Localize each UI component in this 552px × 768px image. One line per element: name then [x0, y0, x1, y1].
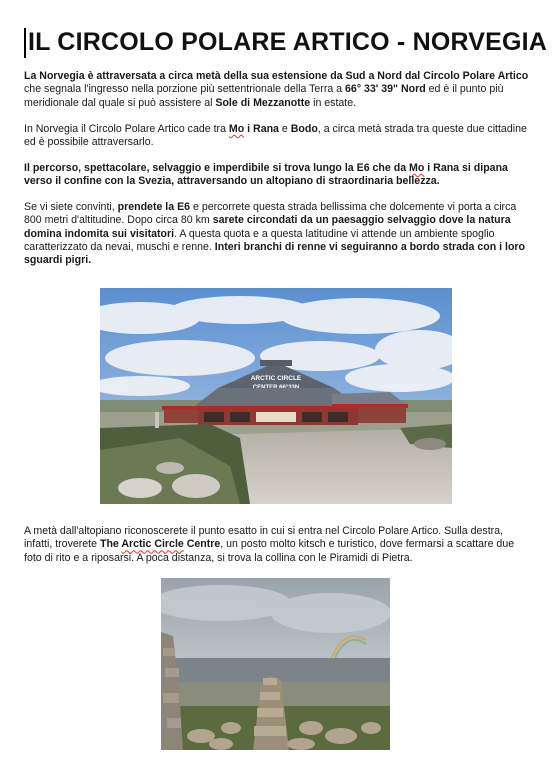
text-cursor [24, 28, 26, 58]
directions-paragraph [24, 201, 529, 267]
spellcheck-word: Mo [228, 123, 245, 135]
bold-text: Sole di Mezzanotte [215, 96, 311, 109]
text: e [278, 123, 291, 135]
arctic-circle-center-photo [100, 288, 452, 504]
bold-text: sarete circondati da un paesaggio selvaggio dove la natura domina indomita sui visitatori [24, 214, 511, 240]
spellcheck-word: Mo [409, 162, 425, 174]
intro-paragraph [24, 70, 529, 110]
text: A metà dall'altopiano riconoscerete il punto esatto in cui si entra nel Circolo Polare Artico. Sulla destra, infatti, troverete [24, 525, 503, 551]
bold-text: i [244, 123, 254, 135]
bold-text: The [99, 538, 122, 551]
route-paragraph [24, 162, 529, 189]
location-paragraph [24, 123, 529, 150]
bold-text: Interi branchi di renne vi seguiranno a bordo strada con i loro sguardi pigri. [24, 240, 526, 267]
bold-text: Bodo [290, 123, 318, 135]
text: in estate. [310, 96, 357, 109]
spellcheck-word: Arctic Circle [121, 538, 184, 551]
arctic-centre-paragraph [24, 525, 529, 565]
text: . A questa quota e a questa latitudine vi attende un ambiente spoglio caratterizzato da nevai, muschi e renne. [24, 227, 495, 253]
bold-text: i Rana si dipana verso il confine con la Svezia, attraversando un altopiano di straordinaria bellezza. [24, 162, 508, 188]
text: ed è il punto più meridionale dal quale si può assistere al [24, 83, 504, 109]
text: Se vi siete convinti, [24, 201, 118, 213]
text: , un posto molto kitsch e turistico, dove fermarsi a scattare due foto di rito e a riposarsi. A poca distanza, si trova la collina con le Piramidi di Pietra. [24, 538, 515, 564]
coordinates-text: 66° 33' 39" Nord [345, 83, 426, 96]
bold-text: prendete la E6 [117, 201, 191, 213]
text: , a circa metà strada tra queste due cittadine ed è possibile attraversarlo. [24, 123, 527, 149]
page-title: IL CIRCOLO POLARE ARTICO - NORVEGIA [28, 28, 548, 56]
text: In Norvegia il Circolo Polare Artico cade tra [24, 123, 229, 135]
text: che segnala l'ingresso nella porzione più settentrionale della Terra a [24, 83, 346, 96]
bold-text: Centre [183, 538, 221, 551]
bold-text: La Norvegia è attraversata a circa metà della sua estensione da Sud a Nord dal Circolo Polare Artico [24, 70, 529, 82]
text: e percorrete questa strada bellissima che dolcemente vi porta a circa 800 metri d'altitudine. Dopo circa 80 km [24, 201, 517, 227]
sign-line-1: ARCTIC CIRCLE [250, 375, 302, 382]
bold-text: Rana [253, 123, 279, 135]
stone-pyramids-photo [161, 578, 390, 750]
bold-text: Il percorso, spettacolare, selvaggio e imperdibile si trova lungo la E6 che da [24, 162, 410, 174]
